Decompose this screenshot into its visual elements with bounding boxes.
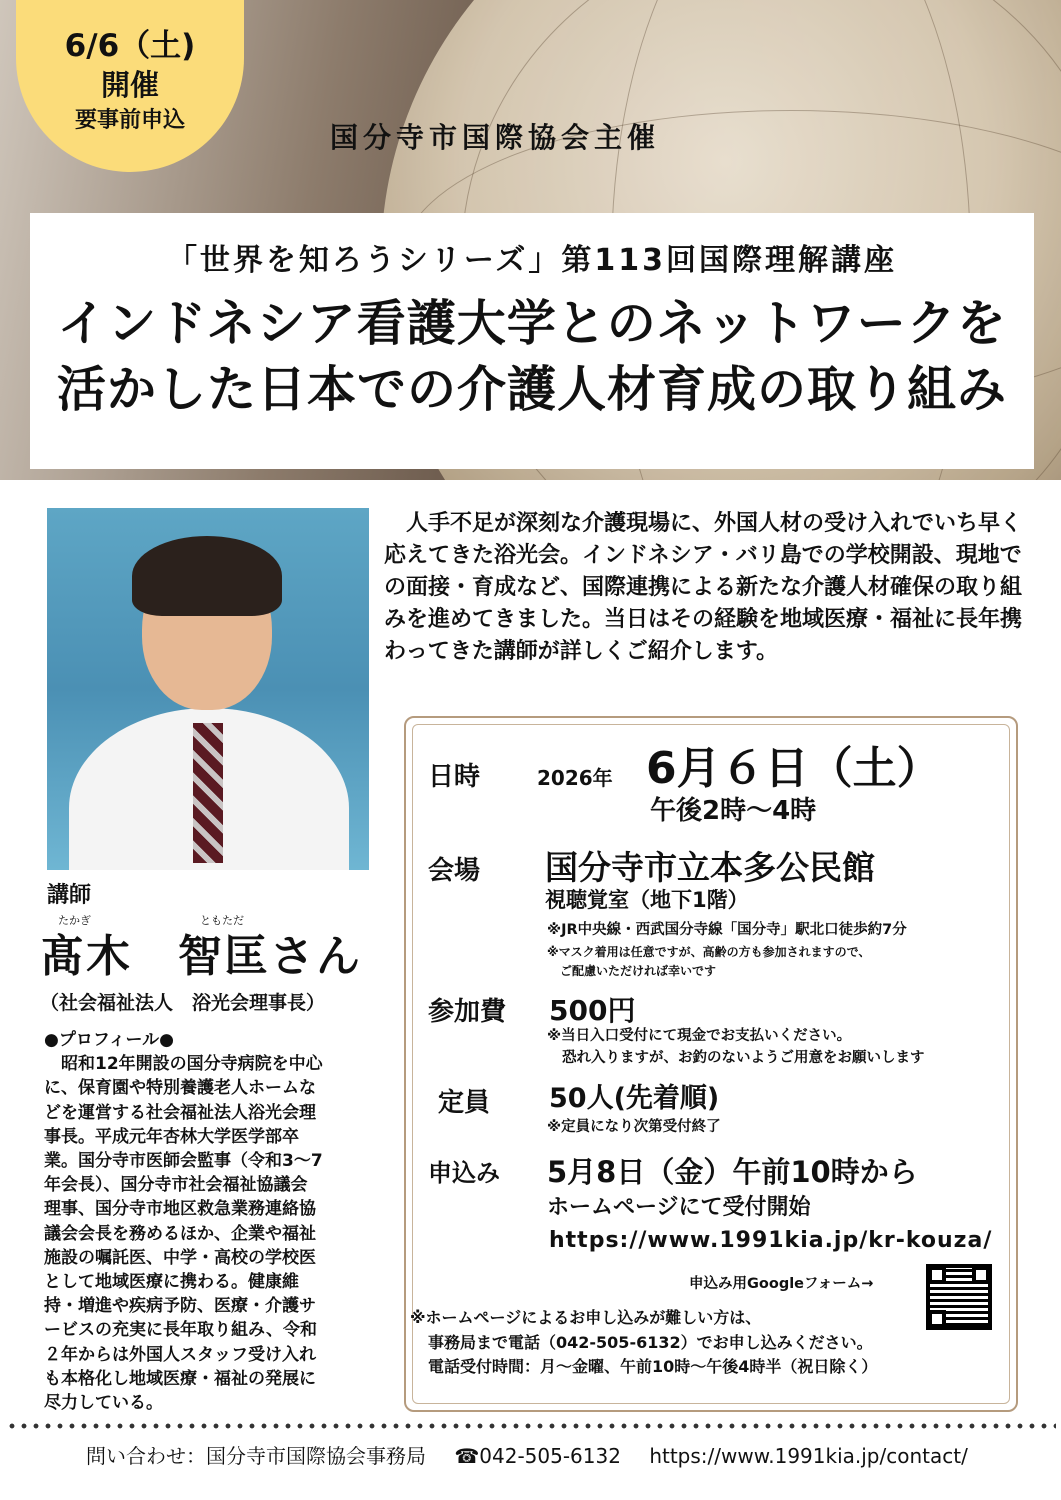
speaker-label: 講師 — [47, 883, 92, 908]
fee-label: 参加費 — [428, 997, 507, 1027]
speaker-photo — [47, 508, 369, 870]
main-title — [30, 291, 1034, 423]
qr-finder — [928, 1310, 946, 1328]
google-form-label: 申込み用Googleフォーム→ — [689, 1276, 874, 1292]
phone-note2: 事務局まで電話（042-505-6132）でお申し込みください。 — [428, 1333, 873, 1352]
intro-text: 人手不足が深刻な介護現場に、外国人材の受け入れでいち早く応えてきた浴光会。インドネシア・バリ島での学校開設、現地での面接・育成など、国際連携による新たな介護人材確保の取り組みを進めてきました。当日はその経験を地域医療・福祉に長年携わってきた講師が詳しくご紹介します。 — [384, 511, 1023, 664]
apply-label: 申込み — [428, 1159, 500, 1187]
main-title-line1: インドネシア看護大学とのネットワークを — [57, 295, 1007, 352]
profile-line: 持・増進や疾病予防、医療・介護サ — [44, 1296, 316, 1317]
hero-banner — [0, 0, 1061, 480]
footer — [86, 1440, 990, 1469]
badge-held: 開催 — [100, 68, 159, 102]
event-year: 2026年 — [537, 766, 613, 790]
qr-finder — [972, 1266, 990, 1284]
photo-tie — [193, 723, 223, 863]
profile-line: 施設の嘱託医、中学・高校の学校医 — [44, 1247, 316, 1268]
profile-line: 業。国分寺市医師会監事（令和3～7 — [44, 1151, 323, 1172]
apply-url[interactable]: https://www.1991kia.jp/kr-kouza/ — [549, 1228, 993, 1253]
apply-method: ホームページにて受付開始 — [547, 1195, 811, 1220]
mask-note2: ご配慮いただければ幸いです — [560, 964, 717, 978]
profile-line: ２年からは外国人スタッフ受け入れ — [44, 1344, 316, 1365]
profile-line: ービスの充実に長年取り組み、令和 — [44, 1320, 318, 1341]
dotted-divider — [6, 1421, 1056, 1431]
footer-url[interactable]: https://www.1991kia.jp/contact/ — [649, 1444, 968, 1468]
profile-line: 議会会長を務めるほか、企業や福祉 — [44, 1223, 316, 1244]
speaker-affiliation: （社会福祉法人 浴光会理事長） — [40, 992, 326, 1014]
fee-amount: 500円 — [549, 994, 636, 1027]
main-title-line2: 活かした日本での介護人材育成の取り組み — [56, 361, 1007, 418]
profile-line: 理事、国分寺市地区救急業務連絡協 — [44, 1199, 316, 1220]
organizer: 国分寺市国際協会主催 — [330, 121, 661, 154]
profile-line: 昭和12年開設の国分寺病院を中心 — [44, 1054, 323, 1075]
venue-room: 視聴覚室（地下1階） — [545, 888, 749, 912]
profile-line: として地域医療に携わる。健康維 — [44, 1272, 299, 1293]
qr-finder — [928, 1266, 946, 1284]
phone-note1: ※ホームページによるお申し込みが難しい方は、 — [410, 1308, 762, 1327]
profile-line: に、保育園や特別養護老人ホームな — [44, 1078, 316, 1099]
venue-access: ※JR中央線・西武国分寺線「国分寺」駅北口徒歩約7分 — [547, 922, 907, 938]
ruby-given: ともただ — [200, 914, 244, 927]
event-date: 6月６日（土） — [646, 743, 941, 794]
datetime-label: 日時 — [428, 762, 481, 792]
ruby-family: たかぎ — [58, 914, 91, 927]
series-title: 「世界を知ろうシリーズ」第113回国際理解講座 — [166, 243, 898, 278]
fee-note2: 恐れ入りますが、お釣のないようご用意をお願いします — [562, 1050, 925, 1066]
capacity-label: 定員 — [438, 1088, 491, 1118]
profile-line: 尽力している。 — [44, 1393, 163, 1414]
capacity-value: 50人(先着順) — [549, 1083, 720, 1114]
capacity-note: ※定員になり次第受付終了 — [547, 1119, 721, 1135]
apply-start: 5月8日（金）午前10時から — [547, 1155, 918, 1189]
badge-date: 6/6（土) — [64, 28, 196, 64]
speaker-name: 髙木 智匡さん — [40, 931, 362, 982]
footer-phone: ☎042-505-6132 — [454, 1444, 621, 1468]
fee-note1: ※当日入口受付にて現金でお支払いください。 — [547, 1028, 852, 1044]
profile-line: 事長。平成元年杏林大学医学部卒 — [44, 1126, 299, 1147]
title-box — [30, 213, 1034, 469]
photo-hair — [132, 536, 282, 616]
mask-note1: ※マスク着用は任意ですが、高齢の方も参加されますので、 — [547, 945, 871, 959]
phone-note3: 電話受付時間：月～金曜、午前10時～午後4時半（祝日除く） — [428, 1357, 878, 1376]
profile-line: も本格化し地域医療・福祉の発展に — [44, 1368, 316, 1389]
event-time: 午後2時～4時 — [650, 796, 817, 826]
venue-label: 会場 — [428, 856, 481, 886]
footer-contact: 問い合わせ：国分寺市国際協会事務局 — [86, 1444, 426, 1468]
profile-line: 年会長）、国分寺市社会福祉協議会 — [44, 1175, 308, 1196]
badge-reserve: 要事前申込 — [74, 108, 185, 133]
venue-name: 国分寺市立本多公民館 — [545, 848, 875, 887]
qr-code[interactable] — [926, 1264, 992, 1330]
profile-heading: ●プロフィール● — [44, 1030, 174, 1050]
date-badge — [16, 0, 244, 172]
profile — [44, 1028, 374, 1415]
profile-line: どを運営する社会福祉法人浴光会理 — [44, 1102, 316, 1123]
